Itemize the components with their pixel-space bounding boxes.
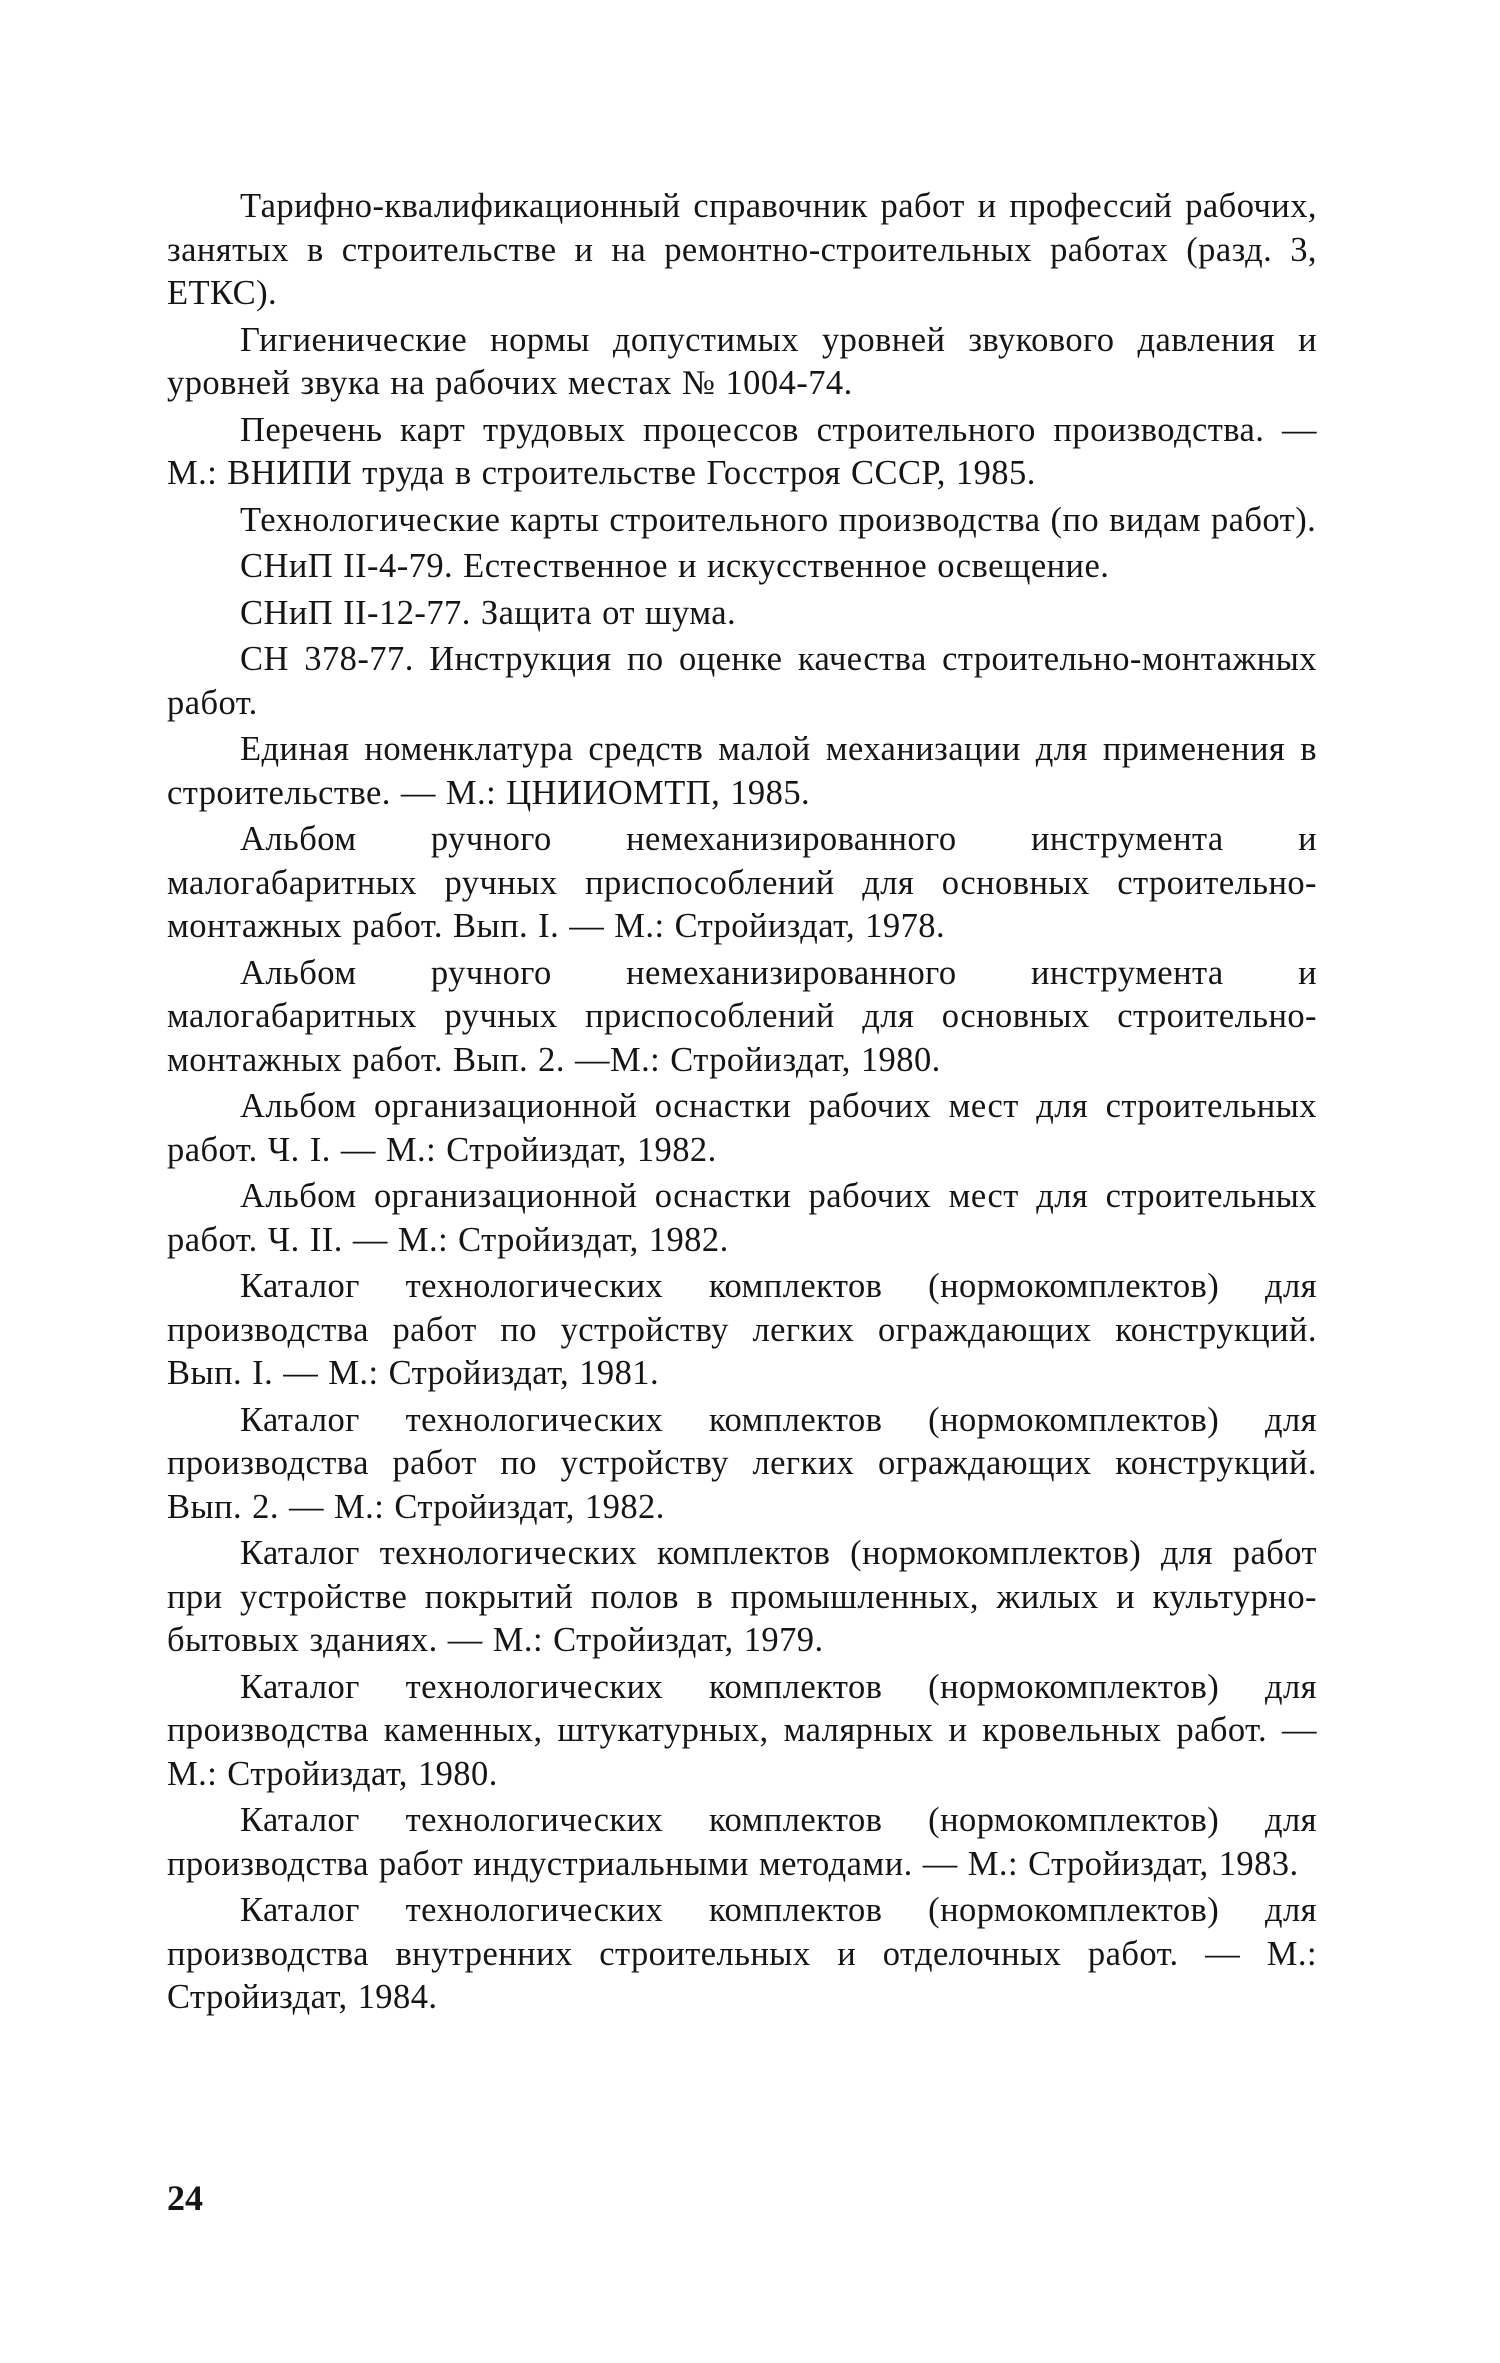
bibliography-entry: Каталог технологических комплектов (нормокомплектов) для производства каменных, штукатурных, малярных и кровельных работ. — М.: Стройиздат, 1980. bbox=[167, 1667, 1317, 1793]
bibliography-entry: Тарифно-квалификационный справочник работ и профессий рабочих, занятых в строительстве и на ремонтно-строительных работах (разд. 3, ЕТКС). bbox=[167, 187, 1317, 312]
bibliography-entry: Каталог технологических комплектов (нормокомплектов) для производства работ по устройству легких ограждающих конструкций. Вып. I. — М.: Стройиздат, 1981. bbox=[167, 1267, 1317, 1392]
bibliography-entry: СН 378-77. Инструкция по оценке качества строительно-монтажных работ. bbox=[167, 640, 1317, 722]
bibliography-entry: Альбом организационной оснастки рабочих мест для строительных работ. Ч. I. — М.: Стройиздат, 1982. bbox=[167, 1087, 1317, 1169]
bibliography-entry: Альбом ручного немеханизированного инструмента и малогабаритных ручных приспособлений для основных строительно-монтажных работ. Вып. I. — М.: Стройиздат, 1978. bbox=[167, 820, 1317, 945]
bibliography-entry: Технологические карты строительного производства (по видам работ). bbox=[240, 500, 1317, 539]
bibliography-entry: Каталог технологических комплектов (нормокомплектов) для производства работ по устройству легких ограждающих конструкций. Вып. 2. — М.: Стройиздат, 1982. bbox=[167, 1400, 1317, 1526]
bibliography-entry: Перечень карт трудовых процессов строительного производства. — М.: ВНИПИ труда в строительстве Госстроя СССР, 1985. bbox=[167, 410, 1317, 492]
bibliography-entry: СНиП II-12-77. Защита от шума. bbox=[240, 593, 737, 632]
bibliography-entry: Каталог технологических комплектов (нормокомплектов) для производства работ индустриальными методами. — М.: Стройиздат, 1983. bbox=[167, 1801, 1317, 1883]
bibliography-list bbox=[167, 185, 1317, 2023]
bibliography-entry: Альбом организационной оснастки рабочих мест для строительных работ. Ч. II. — М.: Стройиздат, 1982. bbox=[167, 1177, 1317, 1259]
bibliography-entry: Гигиенические нормы допустимых уровней звукового давления и уровней звука на рабочих местах № 1004-74. bbox=[167, 320, 1317, 402]
bibliography-entry: СНиП II-4-79. Естественное и искусственное освещение. bbox=[240, 547, 1110, 585]
bibliography-entry: Единая номенклатура средств малой механизации для применения в строительстве. — М.: ЦНИИОМТП, 1985. bbox=[167, 730, 1317, 812]
page-number: 24 bbox=[167, 2178, 203, 2218]
bibliography-entry: Каталог технологических комплектов (нормокомплектов) для работ при устройстве покрытий полов в промышленных, жилых и культурно-бытовых зданиях. — М.: Стройиздат, 1979. bbox=[167, 1534, 1317, 1659]
bibliography-entry: Альбом ручного немеханизированного инструмента и малогабаритных ручных приспособлений для основных строительно-монтажных работ. Вып. 2. —М.: Стройиздат, 1980. bbox=[167, 953, 1317, 1079]
bibliography-entry: Каталог технологических комплектов (нормокомплектов) для производства внутренних строительных и отделочных работ. — М.: Стройиздат, 1984. bbox=[167, 1891, 1317, 2016]
